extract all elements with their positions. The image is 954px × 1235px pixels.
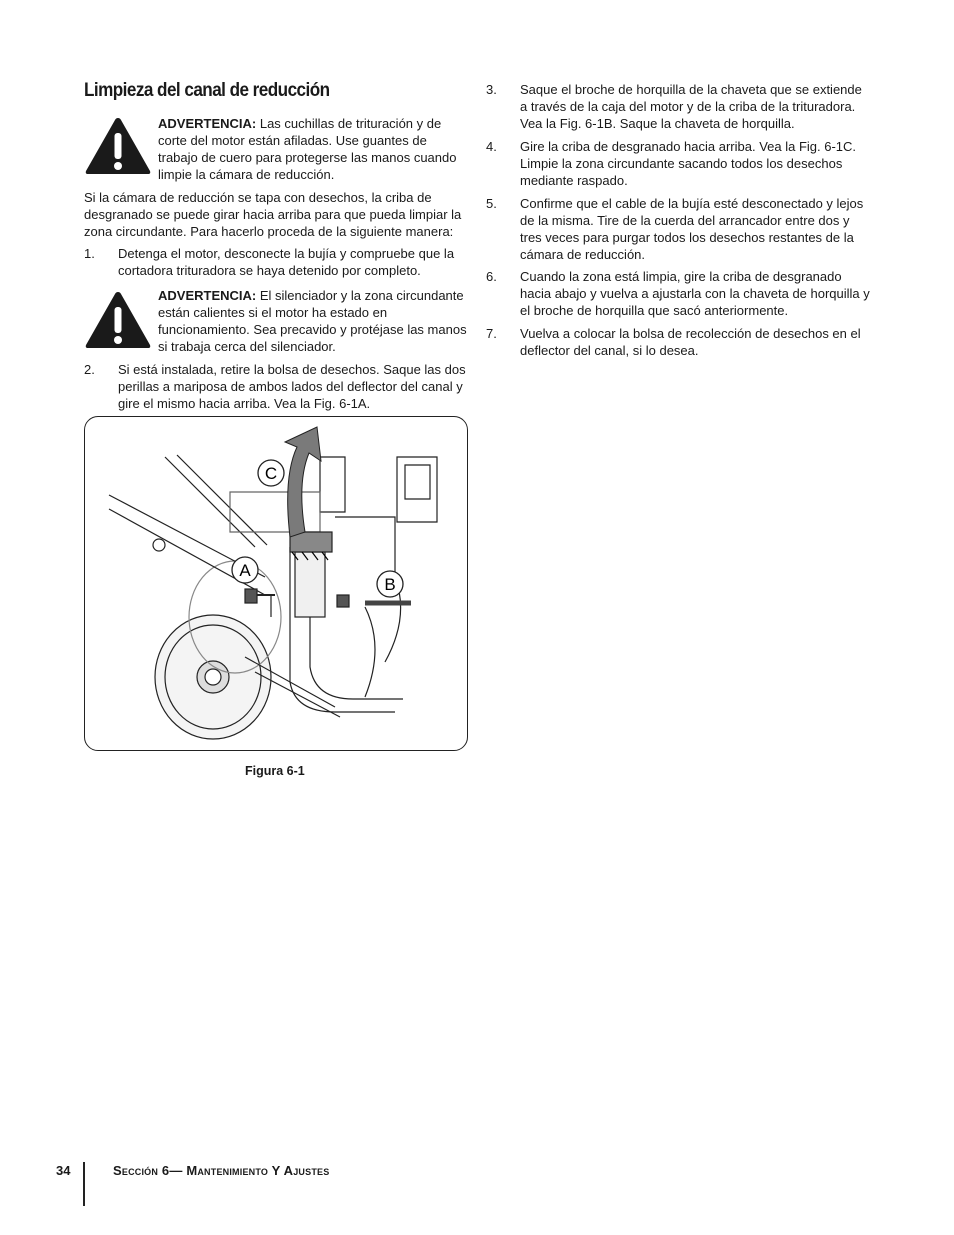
page-number: 34: [56, 1163, 71, 1178]
warning-1-label: ADVERTENCIA:: [158, 116, 257, 131]
svg-text:B: B: [384, 575, 396, 594]
intro-paragraph: Si la cámara de reducción se tapa con desechos, la criba de desgranado se puede girar hacia arriba para que pueda limpiar la zona circundante. Para hacerlo proceda de la siguiente manera:: [84, 190, 462, 239]
step-7-number: 7.: [486, 326, 497, 341]
warning-2-label: ADVERTENCIA:: [158, 288, 257, 303]
step-6-number: 6.: [486, 269, 497, 284]
section-heading: Limpieza del canal de reducción: [84, 80, 330, 101]
svg-text:A: A: [239, 561, 251, 580]
warning-triangle-icon: [84, 116, 152, 176]
step-3-number: 3.: [486, 82, 497, 97]
callout-a: [232, 557, 258, 583]
warning-2-text: [158, 287, 470, 355]
figure-caption: Figura 6-1: [245, 764, 305, 778]
warning-triangle-icon: [84, 290, 152, 350]
step-3-text: Saque el broche de horquilla de la chaveta que se extiende a través de la caja del motor y de la criba de la trituradora. Vea la Fig. 6-1B. Saque la chaveta de horquilla.: [520, 82, 862, 131]
step-6-text: Cuando la zona está limpia, gire la criba de desgranado hacia abajo y vuelva a ajustarla con la chaveta de horquilla y el broche de horquilla que sacó anteriormente.: [520, 269, 870, 318]
step-4-number: 4.: [486, 139, 497, 154]
step-4-text: Gire la criba de desgranado hacia arriba. Vea la Fig. 6-1C. Limpie la zona circundante sacando todos los desechos mediante raspado.: [520, 139, 857, 188]
warning-1-text: [158, 115, 470, 183]
step-7-text: Vuelva a colocar la bolsa de recolección de desechos en el deflector del canal, si lo desea.: [520, 326, 861, 358]
warning-1-body: Las cuchillas de trituración y de corte del motor están afiladas. Use guantes de trabajo de cuero para protegerse las manos cuando limpie la cámara de reducción.: [158, 116, 457, 182]
step-5-number: 5.: [486, 196, 497, 211]
svg-text:C: C: [264, 464, 278, 483]
chipper-shredder-illustration: [85, 417, 468, 751]
step-2-number: 2.: [84, 362, 95, 377]
warning-2-body: El silenciador y la zona circundante están calientes si el motor ha estado en funcionamiento. Sea precavido y protéjase las manos si trabaja cerca del silenciador.: [158, 288, 467, 354]
step-5-text: Confirme que el cable de la bujía esté desconectado y lejos de la misma. Tire de la cuerda del arrancador entre dos y tres veces para purgar todos los desechos restantes de la cámara de reducción.: [520, 196, 864, 262]
callout-c: [258, 460, 284, 486]
step-2-text: Si está instalada, retire la bolsa de desechos. Saque las dos perillas a mariposa de ambos lados del deflector del canal y gire el mismo hacia arriba. Vea la Fig. 6-1A.: [118, 362, 466, 411]
footer-divider: [83, 1162, 85, 1206]
step-1-number: 1.: [84, 246, 95, 261]
figure-6-1: [84, 416, 468, 751]
section-footer: Sección 6— Mantenimiento Y Ajustes: [113, 1163, 330, 1178]
callout-b: [377, 571, 403, 597]
step-1-text: Detenga el motor, desconecte la bujía y compruebe que la cortadora trituradora se haya detenido por completo.: [118, 246, 455, 278]
